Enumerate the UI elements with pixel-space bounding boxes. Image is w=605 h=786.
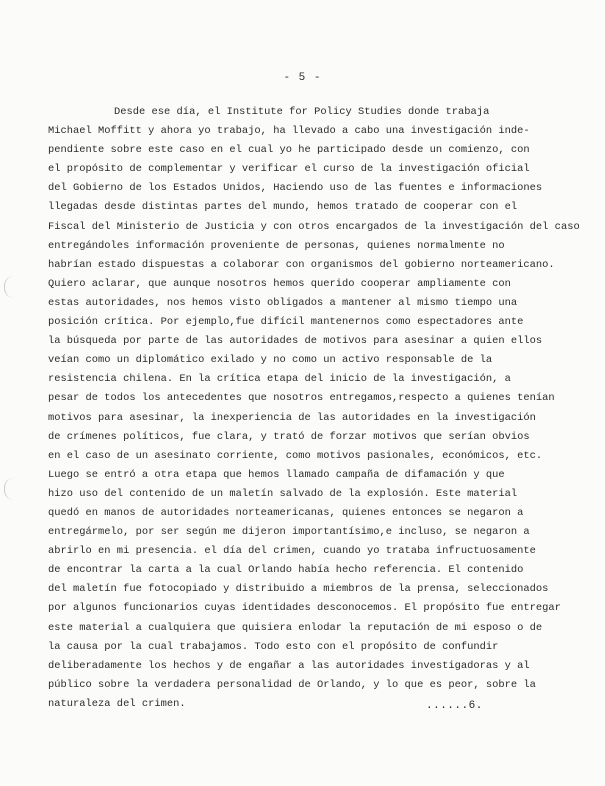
page-number: - 5 -	[283, 72, 322, 84]
text-line: habrían estado dispuestas a colaborar con organismos del gobierno norteamericano.	[48, 258, 555, 271]
text-line: deliberadamente los hechos y de engañar a las autoridades investigadoras y al	[48, 659, 530, 672]
text-line: de crímenes políticos, fue clara, y trató de forzar motivos que serían obvios	[48, 430, 530, 443]
text-line: quedó en manos de autoridades norteamericanas, quienes entonces se negaron a	[48, 506, 524, 519]
text-line: llegadas desde distintas partes del mundo, hemos tratado de cooperar con el	[48, 201, 518, 214]
text-line: pendiente sobre este caso en el cual yo he participado desde un comienzo, con	[48, 144, 530, 157]
text-line: la búsqueda por parte de las autoridades de motivos para asesinar a quien ellos	[48, 335, 543, 348]
text-line: Quiero aclarar, que aunque nosotros hemos querido cooperar ampliamente con	[48, 277, 511, 290]
text-line: naturaleza del crimen.	[48, 697, 186, 710]
text-line: entregándoles información proveniente de personas, quienes normalmente no	[48, 239, 505, 252]
text-line: posición crítica. Por ejemplo,fue difícil mantenernos como espectadores ante	[48, 316, 524, 329]
text-line: de encontrar la carta a la cual Orlando había hecho referencia. El contenido	[48, 564, 524, 577]
text-line: público sobre la verdadera personalidad de Orlando, y lo que es peor, sobre la	[48, 678, 536, 691]
text-line: pesar de todos los antecedentes que nosotros entregamos,respecto a quienes tenían	[48, 392, 555, 405]
text-line: en el caso de un asesinato corriente, como motivos pasionales, económicos, etc.	[48, 449, 543, 462]
text-line: Luego se entró a otra etapa que hemos llamado campaña de difamación y que	[48, 468, 505, 481]
body-text	[48, 103, 588, 714]
text-line: este material a cualquiera que quisiera enlodar la reputación de mi esposo o de	[48, 621, 543, 634]
text-line: del Gobierno de los Estados Unidos, Haciendo uso de las fuentes e informaciones	[48, 182, 543, 195]
text-line: Michael Moffitt y ahora yo trabajo, ha llevado a cabo una investigación inde-	[48, 125, 530, 138]
text-line: estas autoridades, nos hemos visto obligados a mantener al mismo tiempo una	[48, 296, 518, 309]
text-line: el propósito de complementar y verificar el curso de la investigación oficial	[48, 163, 530, 176]
text-line: Fiscal del Ministerio de Justicia y con otros encargados de la investigación del caso	[48, 220, 580, 233]
text-line: por algunos funcionarios cuyas identidades desconocemos. El propósito fue entregar	[48, 602, 561, 615]
punch-hole-mark	[4, 276, 15, 298]
continuation-mark: ......6.	[426, 700, 483, 712]
text-line: motivos para asesinar, la inexperiencia de las autoridades en la investigación	[48, 411, 536, 424]
text-line: resistencia chilena. En la crítica etapa del inicio de la investigación, a	[48, 373, 511, 386]
punch-hole-mark	[4, 478, 15, 500]
text-line: hizo uso del contenido de un maletín salvado de la explosión. Este material	[48, 487, 518, 500]
text-line: abrirlo en mi presencia. el día del crimen, cuando yo trataba infructuosamente	[48, 545, 536, 558]
text-line: veían como un diplomático exilado y no como un activo responsable de la	[48, 354, 493, 367]
text-line: del maletín fue fotocopiado y distribuido a miembros de la prensa, seleccionados	[48, 583, 549, 596]
text-line: la causa por la cual trabajamos. Todo esto con el propósito de confundir	[48, 640, 499, 653]
text-line: entregármelo, por ser según me dijeron importantísimo,e incluso, se negaron a	[48, 526, 530, 539]
text-line: Desde ese día, el Institute for Policy Studies donde trabaja	[114, 106, 490, 118]
